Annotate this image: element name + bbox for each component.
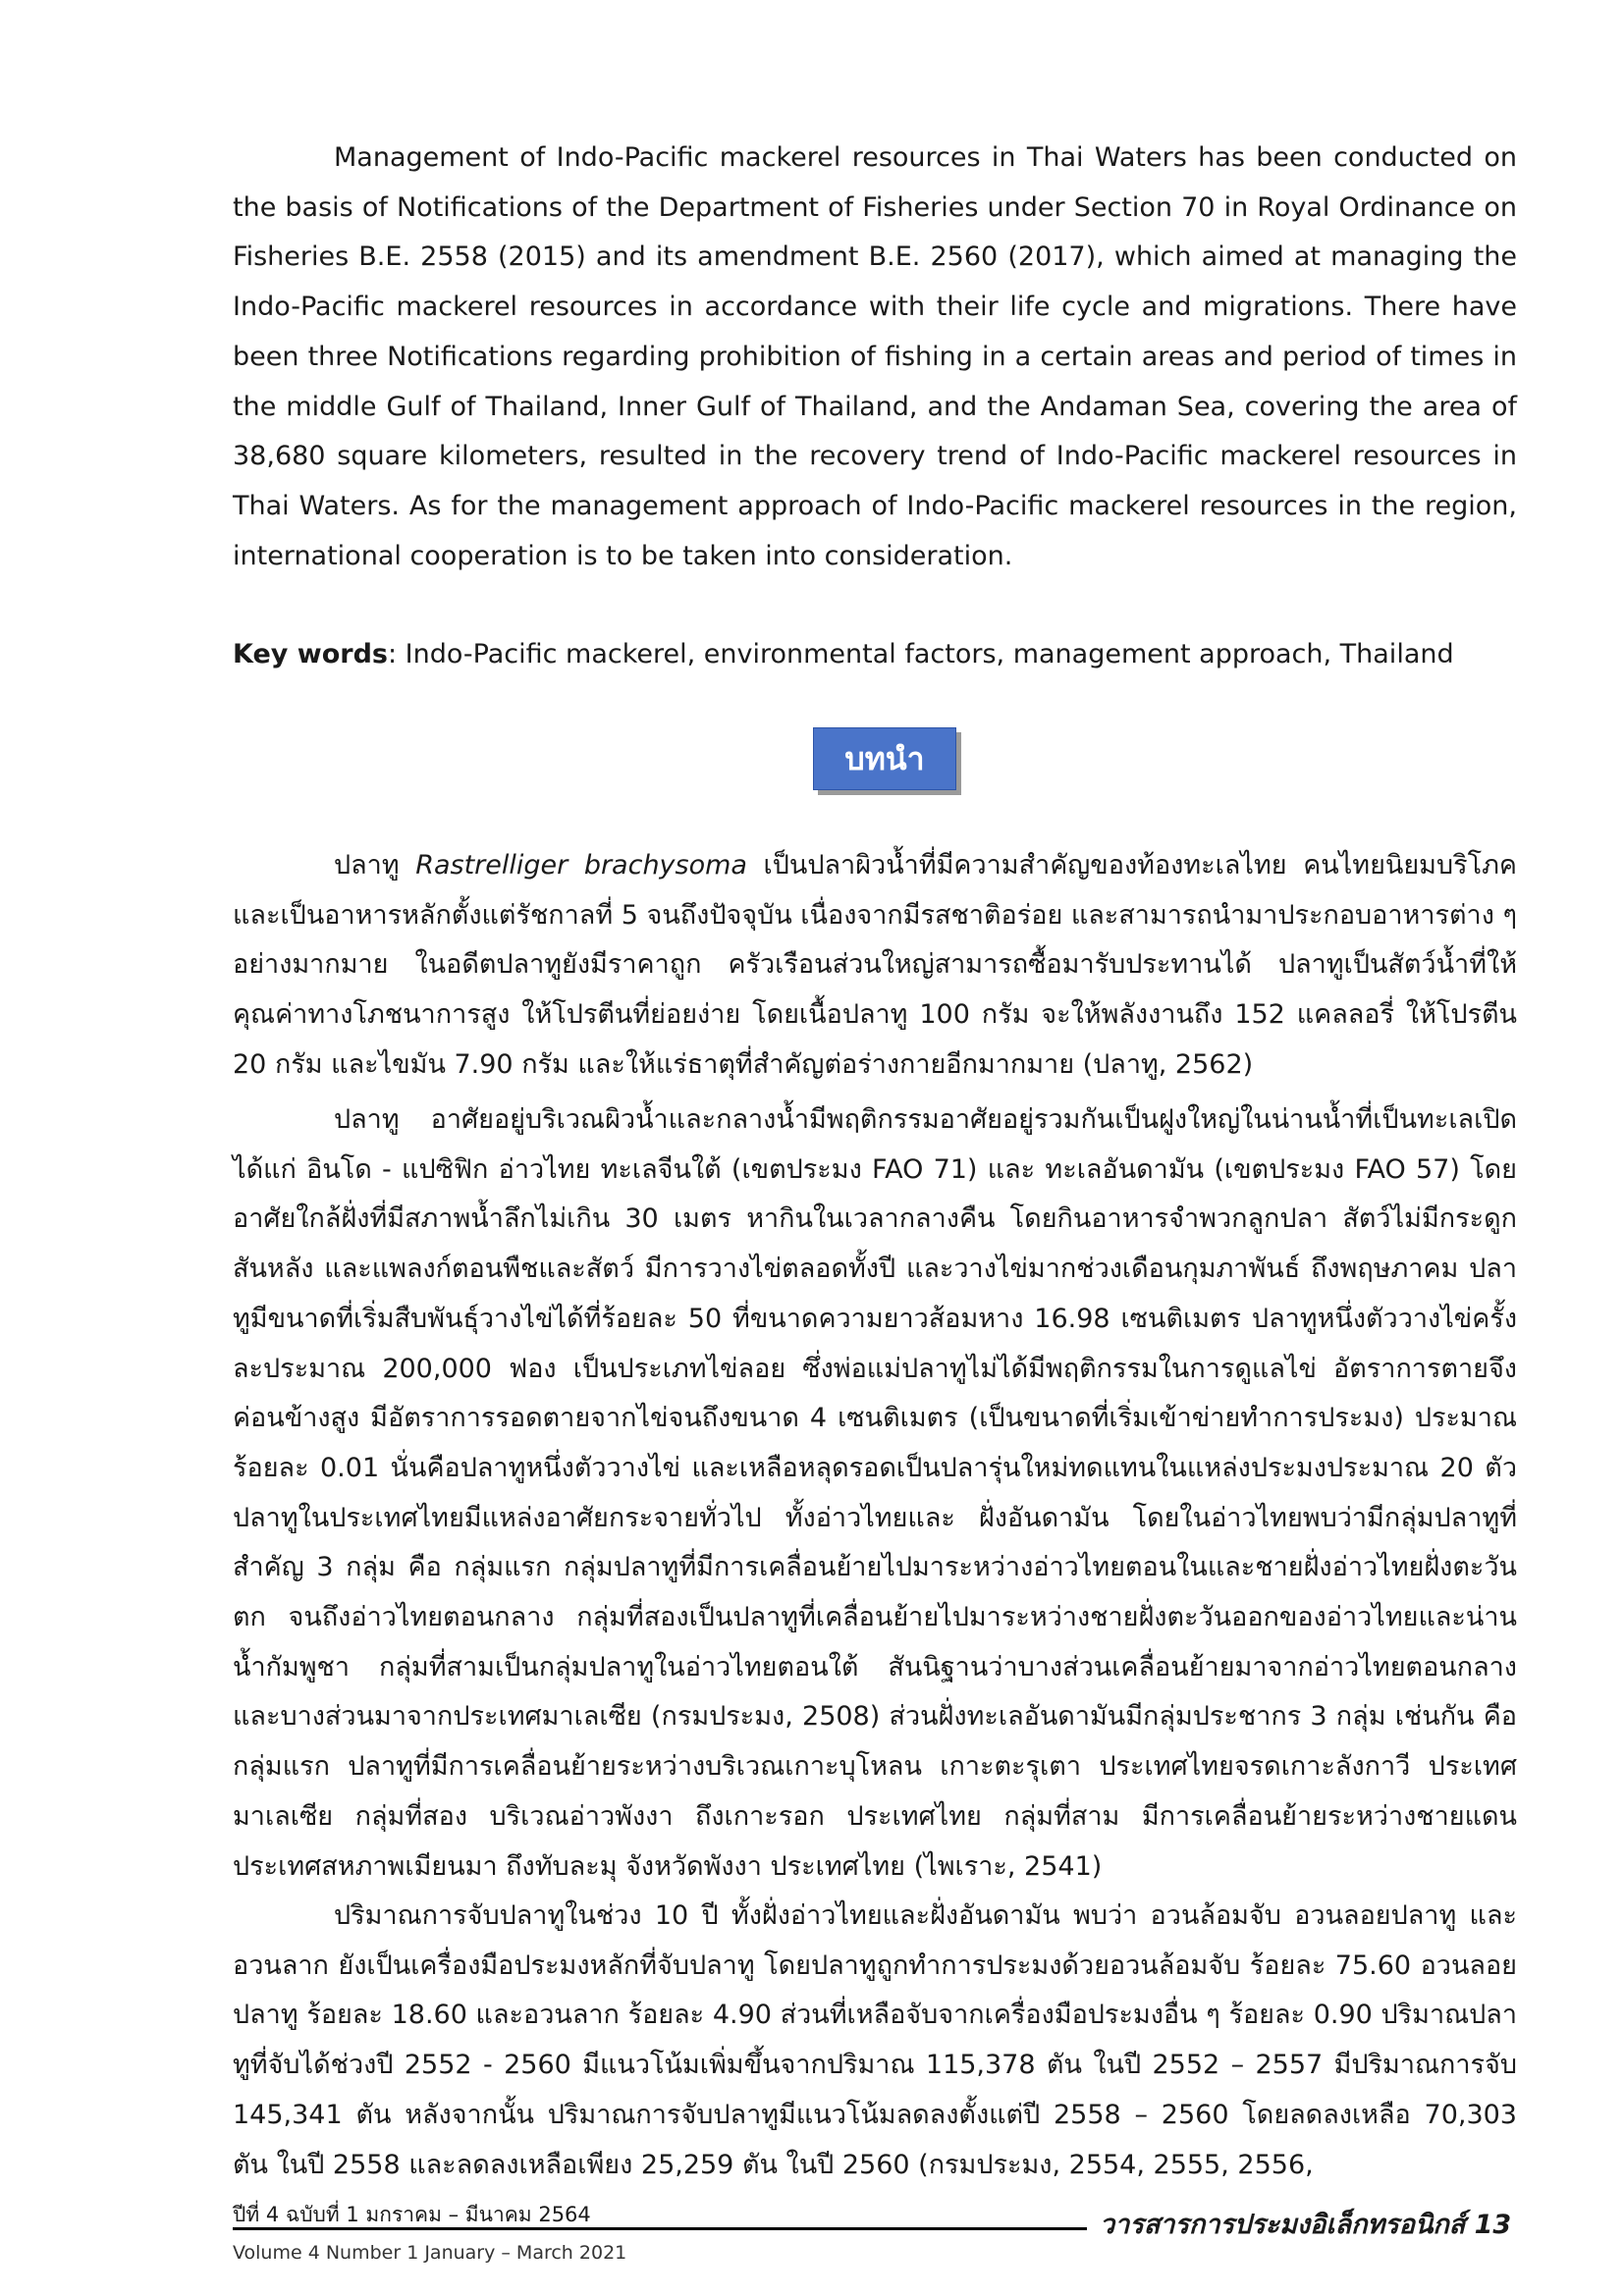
keywords-line [233, 630, 1517, 680]
intro-paragraph-3: ปริมาณการจับปลาทูในช่วง 10 ปี ทั้งฝั่งอ่าวไทยและฝั่งอันดามัน พบว่า อวนล้อมจับ อวนลอยปลาทู และอวนลาก ยังเป็นเครื่องมือประมงหลักที่จับปลาทู โดยปลาทูถูกทำการประมงด้วยอวนล้อมจับ ร้อยละ 75.60 อวนลอยปลาทู ร้อยละ 18.60 และอวนลาก ร้อยละ 4.90 ส่วนที่เหลือจับจากเครื่องมือประมงอื่น ๆ ร้อยละ 0.90 ปริมาณปลาทูที่จับได้ช่วงปี 2552 - 2560 มีแนวโน้มเพิ่มขึ้นจากปริมาณ 115,378 ตัน ในปี 2552 – 2557 มีปริมาณการจับ 145,341 ตัน หลังจากนั้น ปริมาณการจับปลาทูมีแนวโน้มลดลงตั้งแต่ปี 2558 – 2560 โดยลดลงเหลือ 70,303 ตัน ในปี 2558 และลดลงเหลือเพียง 25,259 ตัน ในปี 2560 (กรมประมง, 2554, 2555, 2556, [233, 1900, 1517, 2180]
footer-journal-page: วารสารการประมงอิเล็กทรอนิกส์ 13 [1100, 2210, 1512, 2240]
abstract-paragraph: Management of Indo-Pacific mackerel resources in Thai Waters has been conducted on the basis of Notifications of the Department of Fisheries under Section 70 in Royal Ordinance on Fisheries B.E. 2558 (2015) and its amendment B.E. 2560 (2017), which aimed at managing the Indo-Pacific mackerel resources in accordance with their life cycle and migrations. There have been three Notifications regarding prohibition of fishing in a certain areas and period of times in the middle Gulf of Thailand, Inner Gulf of Thailand, and the Andaman Sea, covering the area of 38,680 square kilometers, resulted in the recovery trend of Indo-Pacific mackerel resources in Thai Waters. As for the management approach of Indo-Pacific mackerel resources in the region, international cooperation is to be taken into consideration. [233, 142, 1517, 571]
keywords-text: : Indo-Pacific mackerel, environmental factors, management approach, Thailand [387, 639, 1454, 669]
intro-paragraph-2: ปลาทู อาศัยอยู่บริเวณผิวน้ำและกลางน้ำมีพฤติกรรมอาศัยอยู่รวมกันเป็นฝูงใหญ่ในน่านน้ำที่เป็นทะเลเปิด ได้แก่ อินโด - แปซิฟิก อ่าวไทย ทะเลจีนใต้ (เขตประมง FAO 71) และ ทะเลอันดามัน (เขตประมง FAO 57) โดยอาศัยใกล้ฝั่งที่มีสภาพน้ำลึกไม่เกิน 30 เมตร หากินในเวลากลางคืน โดยกินอาหารจำพวกลูกปลา สัตว์ไม่มีกระดูกสันหลัง และแพลงก์ตอนพืชและสัตว์ มีการวางไข่ตลอดทั้งปี และวางไข่มากช่วงเดือนกุมภาพันธ์ ถึงพฤษภาคม ปลาทูมีขนาดที่เริ่มสืบพันธุ์วางไข่ได้ที่ร้อยละ 50 ที่ขนาดความยาวส้อมหาง 16.98 เซนติเมตร ปลาทูหนึ่งตัววางไข่ครั้งละประมาณ 200,000 ฟอง เป็นประเภทไข่ลอย ซึ่งพ่อแม่ปลาทูไม่ได้มีพฤติกรรมในการดูแลไข่ อัตราการตายจึงค่อนข้างสูง มีอัตราการรอดตายจากไข่จนถึงขนาด 4 เซนติเมตร (เป็นขนาดที่เริ่มเข้าข่ายทำการประมง) ประมาณร้อยละ 0.01 นั่นคือปลาทูหนึ่งตัววางไข่ และเหลือหลุดรอดเป็นปลารุ่นใหม่ทดแทนในแหล่งประมงประมาณ 20 ตัว ปลาทูในประเทศไทยมีแหล่งอาศัยกระจายทั่วไป ทั้งอ่าวไทยและ ฝั่งอันดามัน โดยในอ่าวไทยพบว่ามีกลุ่มปลาทูที่สำคัญ 3 กลุ่ม คือ กลุ่มแรก กลุ่มปลาทูที่มีการเคลื่อนย้ายไปมาระหว่างอ่าวไทยตอนในและชายฝั่งอ่าวไทยฝั่งตะวันตก จนถึงอ่าวไทยตอนกลาง กลุ่มที่สองเป็นปลาทูที่เคลื่อนย้ายไปมาระหว่างชายฝั่งตะวันออกของอ่าวไทยและน่านน้ำกัมพูชา กลุ่มที่สามเป็นกลุ่มปลาทูในอ่าวไทยตอนใต้ สันนิฐานว่าบางส่วนเคลื่อนย้ายมาจากอ่าวไทยตอนกลาง และบางส่วนมาจากประเทศมาเลเซีย (กรมประมง, 2508) ส่วนฝั่งทะเลอันดามันมีกลุ่มประชากร 3 กลุ่ม เช่นกัน คือ กลุ่มแรก ปลาทูที่มีการเคลื่อนย้ายระหว่างบริเวณเกาะบุโหลน เกาะตะรุเตา ประเทศไทยจรดเกาะลังกาวี ประเทศมาเลเซีย กลุ่มที่สอง บริเวณอ่าวพังงา ถึงเกาะรอก ประเทศไทย กลุ่มที่สาม มีการเคลื่อนย้ายระหว่างชายแดนประเทศสหภาพเมียนมา ถึงทับละมุ จังหวัดพังงา ประเทศไทย (ไพเราะ, 2541) [233, 1104, 1517, 1882]
species-name: Rastrelliger brachysoma [415, 850, 747, 881]
footer-volume: Volume 4 Number 1 January – March 2021 [233, 2242, 627, 2264]
section-heading-box [813, 727, 956, 790]
intro-paragraph-1 [233, 841, 1517, 1091]
footer-divider [233, 2227, 1087, 2230]
footer-issue: ปีที่ 4 ฉบับที่ 1 มกราคม – มีนาคม 2564 [233, 2203, 591, 2226]
section-heading: บทนำ [844, 739, 925, 777]
keywords-label: Key words [233, 639, 388, 669]
p1-rest: เป็นปลาผิวน้ำที่มีความสำคัญของท้องทะเลไทย คนไทยนิยมบริโภคและเป็นอาหารหลักตั้งแต่รัชกาลที่ 5 จนถึงปัจจุบัน เนื่องจากมีรสชาติอร่อย และสามารถนำมาประกอบอาหารต่าง ๆ อย่างมากมาย ในอดีตปลาทูยังมีราคาถูก ครัวเรือนส่วนใหญ่สามารถซื้อมารับประทานได้ ปลาทูเป็นสัตว์น้ำที่ให้คุณค่าทางโภชนาการสูง ให้โปรตีนที่ย่อยง่าย โดยเนื้อปลาทู 100 กรัม จะให้พลังงานถึง 152 แคลลอรี่ ให้โปรตีน 20 กรัม และไขมัน 7.90 กรัม และให้แร่ธาตุที่สำคัญต่อร่างกายอีกมากมาย (ปลาทู, 2562) [233, 850, 1517, 1080]
p1-prefix: ปลาทู [334, 850, 416, 881]
